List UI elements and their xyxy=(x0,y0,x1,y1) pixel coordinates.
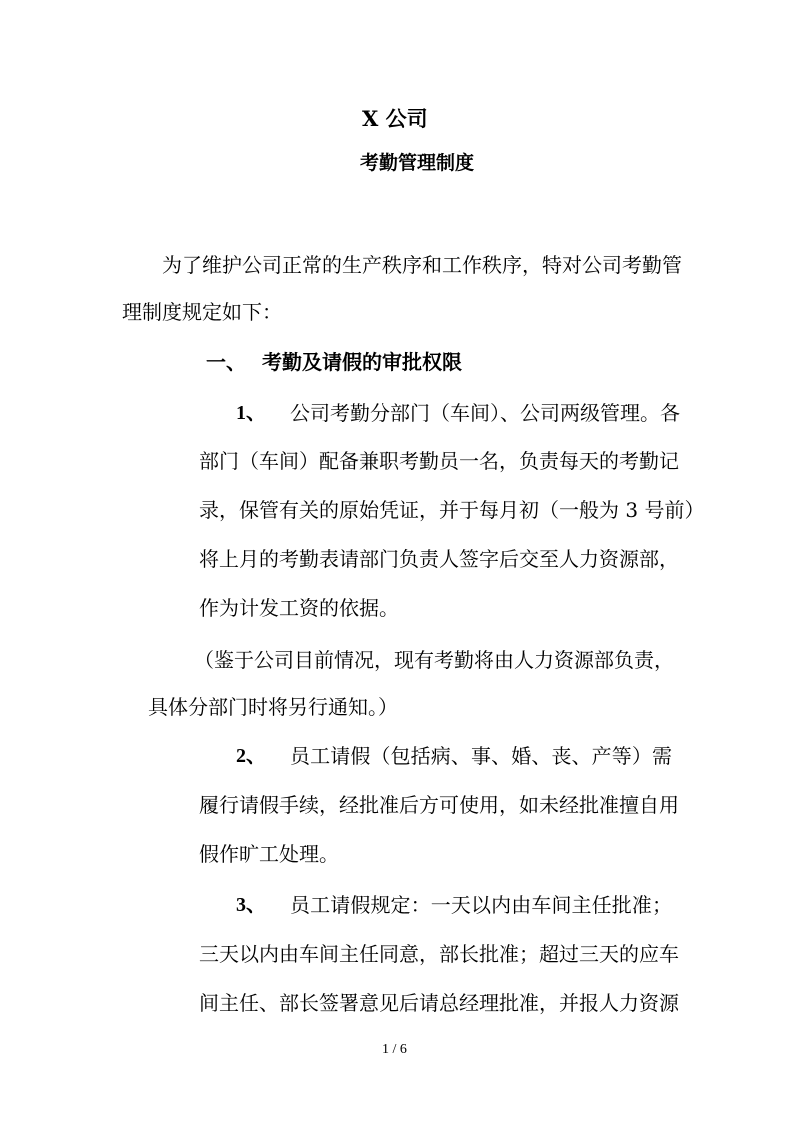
item-3-line: 间主任、部长签署意见后请总经理批准，并报人力资源 xyxy=(199,991,679,1015)
intro-line-1: 为了维护公司正常的生产秩序和工作秩序，特对公司考勤管 xyxy=(162,253,682,277)
section-heading: 考勤及请假的审批权限 xyxy=(262,350,462,374)
item-1-line: 录，保管有关的原始凭证，并于每月初（一般为 3 号前） xyxy=(199,498,705,522)
company-name: X 公司 xyxy=(362,106,428,131)
item-2-line: 假作旷工处理。 xyxy=(199,842,339,866)
item-number-3: 3、 xyxy=(236,894,266,916)
item-1-first-line: 公司考勤分部门（车间）、公司两级管理。各 xyxy=(290,401,680,425)
item-number-2: 2、 xyxy=(236,745,266,767)
item-number-1: 1、 xyxy=(236,402,266,424)
page-number: 1 / 6 xyxy=(382,1042,407,1057)
item-2-first-line: 员工请假（包括病、事、婚、丧、产等）需 xyxy=(290,744,672,768)
item-1-line: 将上月的考勤表请部门负责人签字后交至人力资源部， xyxy=(199,547,679,571)
note-line-1: （鉴于公司目前情况，现有考勤将由人力资源部负责， xyxy=(194,648,674,672)
item-1-line: 作为计发工资的依据。 xyxy=(199,596,399,620)
item-3-first-line: 员工请假规定：一天以内由车间主任批准； xyxy=(290,893,672,917)
item-2-line: 履行请假手续，经批准后方可使用，如未经批准擅自用 xyxy=(199,793,679,817)
item-1-line: 部门（车间）配备兼职考勤员一名，负责每天的考勤记 xyxy=(199,449,679,473)
section-number: 一、 xyxy=(206,350,246,374)
document-title: 考勤管理制度 xyxy=(360,152,475,174)
intro-line-2: 理制度规定如下： xyxy=(122,300,282,324)
note-line-2: 具体分部门时将另行通知。） xyxy=(148,695,398,719)
item-3-line: 三天以内由车间主任同意，部长批准；超过三天的应车 xyxy=(199,942,679,966)
